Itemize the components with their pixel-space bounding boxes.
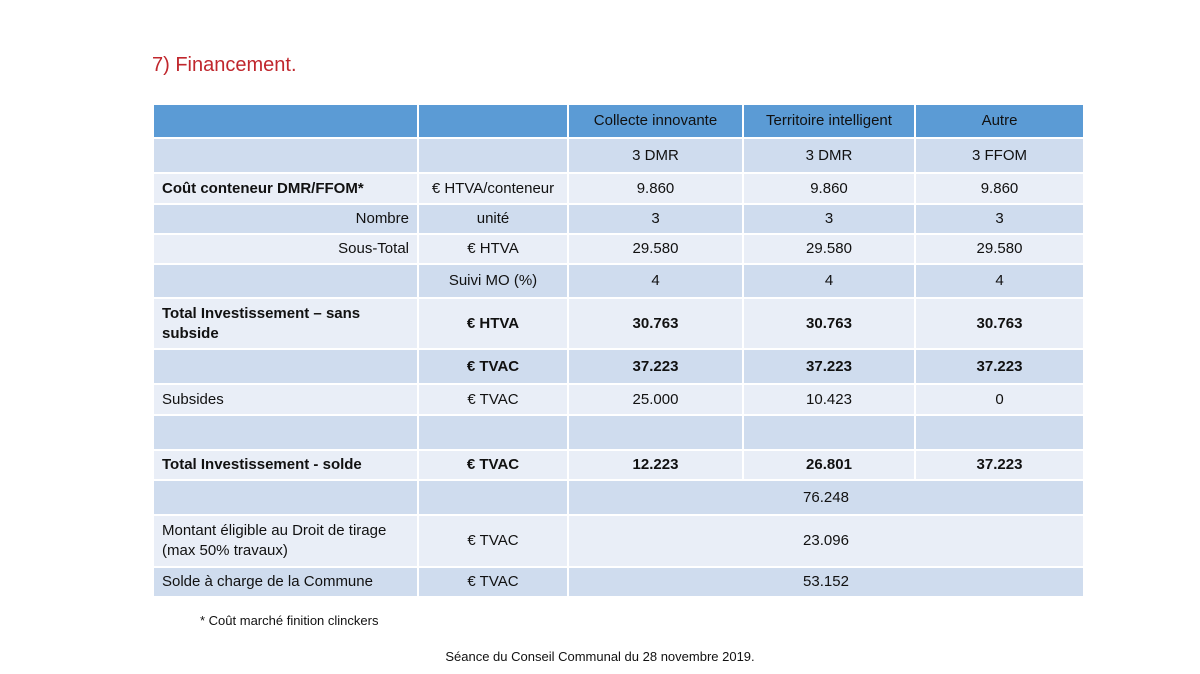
table-row-eligible bbox=[153, 515, 1084, 567]
header-cell bbox=[153, 104, 418, 138]
table-row-sous-total bbox=[153, 234, 1084, 264]
table-cell: 3 bbox=[915, 204, 1084, 234]
table-cell bbox=[418, 415, 568, 450]
table-row-total-tvac bbox=[153, 349, 1084, 384]
row-unit: € TVAC bbox=[418, 567, 568, 597]
header-collecte-innovante: Collecte innovante bbox=[568, 104, 743, 138]
row-label: Total Investissement - solde bbox=[153, 450, 418, 480]
table-row-sum bbox=[153, 480, 1084, 515]
row-label: Solde à charge de la Commune bbox=[153, 567, 418, 597]
row-unit: unité bbox=[418, 204, 568, 234]
header-territoire-intelligent: Territoire intelligent bbox=[743, 104, 915, 138]
table-cell: 25.000 bbox=[568, 384, 743, 415]
header-autre: Autre bbox=[915, 104, 1084, 138]
table-row-nombre bbox=[153, 204, 1084, 234]
table-cell: 30.763 bbox=[915, 298, 1084, 349]
table-cell bbox=[153, 415, 418, 450]
table-cell: 30.763 bbox=[568, 298, 743, 349]
table-cell: 4 bbox=[743, 264, 915, 298]
row-unit: € TVAC bbox=[418, 450, 568, 480]
table-cell: 37.223 bbox=[743, 349, 915, 384]
table-row-total-sans-subside bbox=[153, 298, 1084, 349]
row-label bbox=[153, 349, 418, 384]
table-cell: 9.860 bbox=[743, 173, 915, 204]
row-unit: € TVAC bbox=[418, 349, 568, 384]
row-label: Coût conteneur DMR/FFOM* bbox=[153, 173, 418, 204]
row-unit: € TVAC bbox=[418, 384, 568, 415]
table-cell: 3 bbox=[743, 204, 915, 234]
header-cell bbox=[418, 104, 568, 138]
row-label: Sous-Total bbox=[153, 234, 418, 264]
table-cell bbox=[418, 138, 568, 173]
table-cell bbox=[915, 415, 1084, 450]
table-cell bbox=[153, 480, 418, 515]
sum-value: 76.248 bbox=[568, 480, 1084, 515]
table-cell: 37.223 bbox=[915, 349, 1084, 384]
table-row-charge-commune bbox=[153, 567, 1084, 597]
table-cell: 26.801 bbox=[743, 450, 915, 480]
table-cell: 4 bbox=[568, 264, 743, 298]
table-cell bbox=[568, 415, 743, 450]
table-cell bbox=[153, 138, 418, 173]
table-cell: 9.860 bbox=[568, 173, 743, 204]
table-cell: 0 bbox=[915, 384, 1084, 415]
footer-text: Séance du Conseil Communal du 28 novembre 2019. bbox=[445, 649, 755, 664]
row-unit: € HTVA bbox=[418, 298, 568, 349]
table-row-cout-conteneur bbox=[153, 173, 1084, 204]
table-cell: 4 bbox=[915, 264, 1084, 298]
table-cell: 3 bbox=[568, 204, 743, 234]
row-label: Subsides bbox=[153, 384, 418, 415]
financing-table bbox=[152, 103, 1085, 598]
table-row-empty bbox=[153, 415, 1084, 450]
table-cell: 3 DMR bbox=[568, 138, 743, 173]
table-cell: 37.223 bbox=[568, 349, 743, 384]
row-label: Montant éligible au Droit de tirage (max 50% travaux) bbox=[153, 515, 418, 567]
table-cell: 29.580 bbox=[568, 234, 743, 264]
row-label: Total Investissement – sans subside bbox=[153, 298, 418, 349]
row-unit: € HTVA bbox=[418, 234, 568, 264]
row-unit: Suivi MO (%) bbox=[418, 264, 568, 298]
table-row-suivi-mo bbox=[153, 264, 1084, 298]
table-cell: 29.580 bbox=[743, 234, 915, 264]
table-row-type bbox=[153, 138, 1084, 173]
table-row-total-solde bbox=[153, 450, 1084, 480]
table-cell: 3 FFOM bbox=[915, 138, 1084, 173]
table-cell: 12.223 bbox=[568, 450, 743, 480]
table-cell: 10.423 bbox=[743, 384, 915, 415]
table-cell bbox=[418, 480, 568, 515]
table-header-row bbox=[153, 104, 1084, 138]
table-row-subsides bbox=[153, 384, 1084, 415]
table-cell: 29.580 bbox=[915, 234, 1084, 264]
table-cell: 30.763 bbox=[743, 298, 915, 349]
row-label: Nombre bbox=[153, 204, 418, 234]
row-label bbox=[153, 264, 418, 298]
table-cell: 9.860 bbox=[915, 173, 1084, 204]
table-cell: 3 DMR bbox=[743, 138, 915, 173]
footnote: * Coût marché finition clinckers bbox=[200, 613, 379, 628]
page-title: 7) Financement. bbox=[152, 54, 297, 76]
charge-value: 53.152 bbox=[568, 567, 1084, 597]
eligible-value: 23.096 bbox=[568, 515, 1084, 567]
table-cell bbox=[743, 415, 915, 450]
row-unit: € HTVA/conteneur bbox=[418, 173, 568, 204]
table-cell: 37.223 bbox=[915, 450, 1084, 480]
row-unit: € TVAC bbox=[418, 515, 568, 567]
